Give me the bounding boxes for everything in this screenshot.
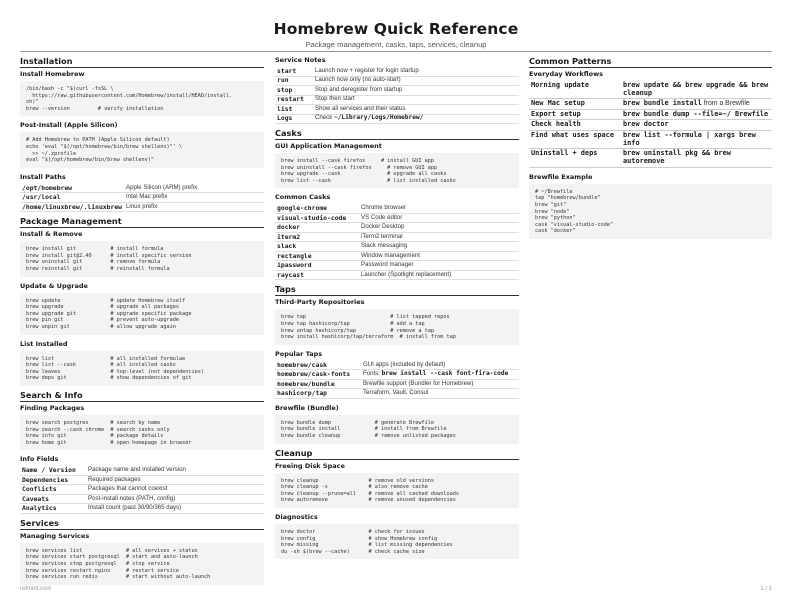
subsection-title: List Installed xyxy=(20,339,68,348)
table-row xyxy=(275,370,519,380)
table-row xyxy=(529,149,772,167)
code-line: brew services run redis # start without auto-launch xyxy=(26,574,211,581)
table-row xyxy=(529,120,772,131)
row-key: Caveats xyxy=(20,494,86,504)
table-row xyxy=(275,95,519,105)
row-key: slack xyxy=(275,242,359,252)
row-value: GUI apps (included by default) xyxy=(361,361,519,370)
value-command: brew uninstall pkg && brew autoremove xyxy=(623,149,731,166)
code-line: brew upgrade # upgrade all packages xyxy=(26,304,180,311)
table-row xyxy=(529,130,772,148)
row-value: Window management xyxy=(359,251,519,261)
code-line: tap "homebrew/bundle" xyxy=(535,195,601,202)
code-block xyxy=(275,524,519,559)
section-title: Installation xyxy=(20,56,264,68)
service-notes-table xyxy=(275,67,519,124)
row-key: visual-studio-code xyxy=(275,213,359,223)
row-value: Install count (past 30/90/365 days) xyxy=(86,504,264,514)
code-line: brew list --cask # all installed casks xyxy=(26,362,176,369)
section-package-management xyxy=(20,216,264,386)
code-line: brew install --cask firefox # install GUI app xyxy=(281,158,435,164)
popular-taps-table xyxy=(275,361,519,399)
section-title: Services xyxy=(20,518,264,530)
subsection-title: Brewfile (Bundle) xyxy=(275,403,339,412)
section-title: Search & Info xyxy=(20,390,264,402)
table-row xyxy=(275,379,519,389)
code-block xyxy=(275,415,519,444)
table-row xyxy=(20,202,264,212)
row-key: New Mac setup xyxy=(529,99,621,110)
row-key: restart xyxy=(275,95,313,105)
row-key: Analytics xyxy=(20,504,86,514)
table-row xyxy=(275,114,519,124)
subsection-title: Install & Remove xyxy=(20,230,83,239)
code-line: brew autoremove # remove unused dependencies xyxy=(281,497,456,504)
row-value: Intel Mac prefix xyxy=(124,193,264,203)
row-key: Check health xyxy=(529,120,621,131)
value-suffix: from a Brewfile xyxy=(701,100,750,108)
code-line: brew untap hashicorp/tap # remove a tap xyxy=(281,327,435,334)
code-line: brew bundle dump # generate Brewfile xyxy=(281,419,435,426)
row-key: docker xyxy=(275,223,359,233)
table-row xyxy=(275,361,519,370)
row-value xyxy=(621,149,772,167)
code-line: brew reinstall git # reinstall formula xyxy=(26,266,170,273)
row-key: /usr/local xyxy=(20,193,124,203)
table-row xyxy=(275,86,519,96)
row-value xyxy=(621,99,772,110)
subsection-title: GUI Application Management xyxy=(275,142,382,150)
column-3 xyxy=(529,56,772,243)
code-block xyxy=(20,351,264,386)
row-key: Export setup xyxy=(529,109,621,120)
code-block xyxy=(20,415,264,450)
code-line: brew cleanup --prune=all # remove all cached downloads xyxy=(281,490,460,497)
code-line: sh)" xyxy=(26,99,39,106)
row-value: Apple Silicon (ARM) prefix xyxy=(124,184,264,193)
value-command: brew bundle dump --file=~/ Brewfile xyxy=(623,109,769,118)
code-line: brew bundle install # install from Brewfile xyxy=(281,426,447,433)
row-value xyxy=(621,130,772,148)
row-key: Dependencies xyxy=(20,475,86,485)
table-row xyxy=(20,475,264,485)
code-line: # Add Homebrew to PATH (Apple Silicon default) xyxy=(26,137,170,144)
table-row xyxy=(275,67,519,76)
table-row xyxy=(275,389,519,399)
code-line: >> ~/.zprofile xyxy=(26,150,76,157)
code-line: cask "visual-studio-code" xyxy=(535,221,614,228)
row-key: homebrew/cask-fonts xyxy=(275,370,361,380)
page-subtitle: Package management, casks, taps, services, cleanup xyxy=(305,40,487,49)
table-row xyxy=(275,76,519,86)
footer-page-number: 1 / 1 xyxy=(760,586,772,592)
code-line: brew uninstall --cask firefox # remove GUI app xyxy=(281,164,438,171)
row-value xyxy=(621,120,772,131)
table-row xyxy=(275,204,519,213)
info-fields-table xyxy=(20,466,264,514)
code-block xyxy=(20,81,264,116)
row-value: Brewfile support (Bundler for Homebrew) xyxy=(361,379,519,389)
row-value xyxy=(313,114,519,124)
row-value: Post-install notes (PATH, config) xyxy=(86,494,264,504)
row-value: Launcher (Spotlight replacement) xyxy=(359,270,519,280)
row-value: Stop and deregister from startup xyxy=(313,86,519,96)
row-value: Linux prefix xyxy=(124,202,264,212)
code-line: brew pin git # prevent auto-upgrade xyxy=(26,317,180,324)
code-line: brew "python" xyxy=(535,215,576,222)
row-key: Find what uses space xyxy=(529,130,621,148)
table-row xyxy=(20,504,264,514)
code-line: brew --version # verify installation xyxy=(26,105,164,112)
subsection-title: Third-Party Repositories xyxy=(275,298,365,307)
code-line: brew services restart nginx # restart service xyxy=(26,567,180,574)
workflows-table xyxy=(529,81,772,168)
code-line: brew services list # all services + status xyxy=(26,547,198,554)
subsection-title: Info Fields xyxy=(20,455,59,464)
row-key: homebrew/bundle xyxy=(275,379,361,389)
section-casks xyxy=(275,128,519,280)
row-key: rectangle xyxy=(275,251,359,261)
code-line: eval "$(/opt/homebrew/bin/brew shellenv)" xyxy=(26,157,155,164)
value-command: brew doctor xyxy=(623,120,669,129)
table-row xyxy=(20,494,264,504)
subsection-title: Managing Services xyxy=(20,531,90,540)
code-line: brew config # show Homebrew config xyxy=(281,535,438,542)
subsection-title: Update & Upgrade xyxy=(20,281,88,290)
column-1 xyxy=(20,56,264,589)
code-block xyxy=(20,543,264,585)
table-row xyxy=(529,109,772,120)
section-title: Casks xyxy=(275,128,519,140)
row-value: Package name and installed version xyxy=(86,466,264,475)
footer-site: refmint.com xyxy=(20,586,52,592)
row-key: Name / Version xyxy=(20,466,86,475)
code-block xyxy=(20,241,264,276)
subsection-title: Freeing Disk Space xyxy=(275,461,345,470)
table-row xyxy=(275,223,519,233)
code-line: brew install git # install formula xyxy=(26,246,164,253)
subsection-title: Service Notes xyxy=(275,56,326,64)
code-line: brew deps git # show dependencies of git xyxy=(26,375,192,382)
row-key: list xyxy=(275,105,313,115)
code-line: brew update # update Homebrew itself xyxy=(26,297,186,304)
table-row xyxy=(275,242,519,252)
code-block xyxy=(275,309,519,344)
table-row xyxy=(529,81,772,99)
code-line: brew install git@2.40 # install specific version xyxy=(26,252,192,259)
row-key: Logs xyxy=(275,114,313,124)
row-key: Conflicts xyxy=(20,485,86,495)
section-service-notes xyxy=(275,56,519,124)
subsection-title: Common Casks xyxy=(275,193,331,202)
table-row xyxy=(275,213,519,223)
column-2 xyxy=(275,56,519,563)
table-row xyxy=(275,105,519,115)
paths-table xyxy=(20,184,264,213)
code-line: brew uninstall git # remove formula xyxy=(26,259,161,266)
value-prefix: Fonts: xyxy=(363,370,382,378)
code-line: brew cleanup -s # also remove cache xyxy=(281,484,428,491)
section-title: Package Management xyxy=(20,216,264,228)
header-divider xyxy=(20,51,772,52)
code-line: brew list # all installed formulae xyxy=(26,355,186,362)
code-block xyxy=(529,184,772,239)
code-line: brew list --cask # list installed casks xyxy=(281,177,456,184)
row-value: Stop then start xyxy=(313,95,519,105)
code-block xyxy=(20,132,264,167)
row-key: Uninstall + deps xyxy=(529,149,621,167)
code-line: cask "docker" xyxy=(535,228,576,235)
subsection-title: Finding Packages xyxy=(20,403,85,412)
row-key: google-chrome xyxy=(275,204,359,213)
section-search-info xyxy=(20,390,264,514)
section-title: Taps xyxy=(275,284,519,296)
section-installation xyxy=(20,56,264,212)
row-value: Launch now only (no auto-start) xyxy=(313,76,519,86)
value-command: ~/Library/Logs/Homebrew/ xyxy=(333,114,424,122)
code-line: brew upgrade git # upgrade specific package xyxy=(26,310,192,317)
code-line: brew home git # open homepage in browser xyxy=(26,439,192,446)
code-line: brew unpin git # allow upgrade again xyxy=(26,324,176,330)
code-line: brew leaves # top-level (not dependencies) xyxy=(26,368,205,375)
section-cleanup xyxy=(275,448,519,560)
row-value: iTerm2 terminal xyxy=(359,232,519,242)
code-line: brew cleanup # remove old versions xyxy=(281,477,435,484)
subsection-title: Post-Install (Apple Silicon) xyxy=(20,121,118,130)
row-value: Required packages xyxy=(86,475,264,485)
row-key: hashicorp/tap xyxy=(275,389,361,399)
row-key: /home/linuxbrew/.linuxbrew xyxy=(22,202,123,211)
value-command: brew update && brew upgrade && brew cleanup xyxy=(623,80,769,97)
row-key: homebrew/cask xyxy=(275,361,361,370)
value-command: brew bundle install xyxy=(623,99,702,108)
code-line: brew services start postgresql # start and auto-launch xyxy=(26,554,198,561)
row-key: Morning update xyxy=(529,81,621,99)
code-line: brew upgrade --cask # upgrade all casks xyxy=(281,171,447,178)
code-line: brew install hashicorp/tap/terraform # install from tap xyxy=(281,334,456,341)
section-services xyxy=(20,518,264,585)
table-row xyxy=(20,466,264,475)
row-value: Packages that cannot coexist xyxy=(86,485,264,495)
subsection-title: Popular Taps xyxy=(275,349,323,358)
table-row xyxy=(20,485,264,495)
code-block xyxy=(20,293,264,335)
code-line: brew tap hashicorp/tap # add a tap xyxy=(281,320,425,327)
row-key: stop xyxy=(275,86,313,96)
row-value: Docker Desktop xyxy=(359,223,519,233)
table-row xyxy=(275,261,519,271)
code-line: /bin/bash -c "$(curl -fsSL \ xyxy=(26,86,114,92)
row-value: Terraform, Vault, Consul xyxy=(361,389,519,399)
common-casks-table xyxy=(275,204,519,280)
row-value: Chrome browser xyxy=(359,204,519,213)
section-common-patterns xyxy=(529,56,772,239)
code-line: brew services stop postgresql # stop service xyxy=(26,561,170,568)
code-line: brew missing # list missing dependencies xyxy=(281,542,453,549)
code-block xyxy=(275,153,519,188)
code-line: brew "git" xyxy=(535,201,567,208)
subsection-title: Diagnostics xyxy=(275,512,318,521)
table-row xyxy=(275,251,519,261)
subsection-title: Install Homebrew xyxy=(20,70,85,78)
row-key: 1password xyxy=(275,261,359,271)
code-line: # ~/Brewfile xyxy=(535,188,573,195)
code-line: brew "node" xyxy=(535,208,570,215)
table-row xyxy=(275,232,519,242)
code-line: brew doctor # check for issues xyxy=(281,528,425,535)
page-header xyxy=(0,20,792,49)
code-line: du -sh $(brew --cache) # check cache size xyxy=(281,548,425,555)
code-line: https://raw.githubusercontent.com/Homebrew/install/HEAD/install. xyxy=(26,92,233,99)
subsection-title: Everyday Workflows xyxy=(529,70,603,78)
row-key: raycast xyxy=(275,270,359,280)
row-value: Slack messaging xyxy=(359,242,519,252)
row-value: Launch now + register for login startup xyxy=(313,67,519,76)
code-line: brew search --cask chrome # search casks only xyxy=(26,426,170,433)
table-row xyxy=(529,99,772,110)
section-taps xyxy=(275,284,519,443)
section-title: Common Patterns xyxy=(529,56,772,68)
table-row xyxy=(20,193,264,203)
value-command: brew list --formula | xargs brew info xyxy=(623,130,756,147)
subsection-title: Brewfile Example xyxy=(529,172,593,181)
row-value xyxy=(621,81,772,99)
section-title: Cleanup xyxy=(275,448,519,460)
code-line: brew bundle cleanup # remove unlisted packages xyxy=(281,432,456,439)
row-key: iterm2 xyxy=(275,232,359,242)
page-title: Homebrew Quick Reference xyxy=(273,20,519,38)
subsection-title: Install Paths xyxy=(20,172,66,181)
value-prefix: Check xyxy=(315,114,334,122)
row-key: run xyxy=(275,76,313,86)
code-line: brew tap # list tapped repos xyxy=(281,314,450,321)
code-block xyxy=(275,473,519,508)
table-row xyxy=(275,270,519,280)
row-value xyxy=(361,370,519,380)
row-value: VS Code editor xyxy=(359,213,519,223)
code-line: echo 'eval "$(/opt/homebrew/bin/brew shellenv)"' \ xyxy=(26,143,183,150)
code-line: brew info git # package details xyxy=(26,433,164,440)
code-line: brew search postgres # search by name xyxy=(26,419,161,426)
row-value xyxy=(621,109,772,120)
table-row xyxy=(20,184,264,193)
row-key: start xyxy=(275,67,313,76)
row-key: /opt/homebrew xyxy=(20,184,124,193)
value-command: brew install --cask font-fira-code xyxy=(381,370,509,378)
row-value: Show all services and their status xyxy=(313,105,519,115)
row-value: Password manager xyxy=(359,261,519,271)
